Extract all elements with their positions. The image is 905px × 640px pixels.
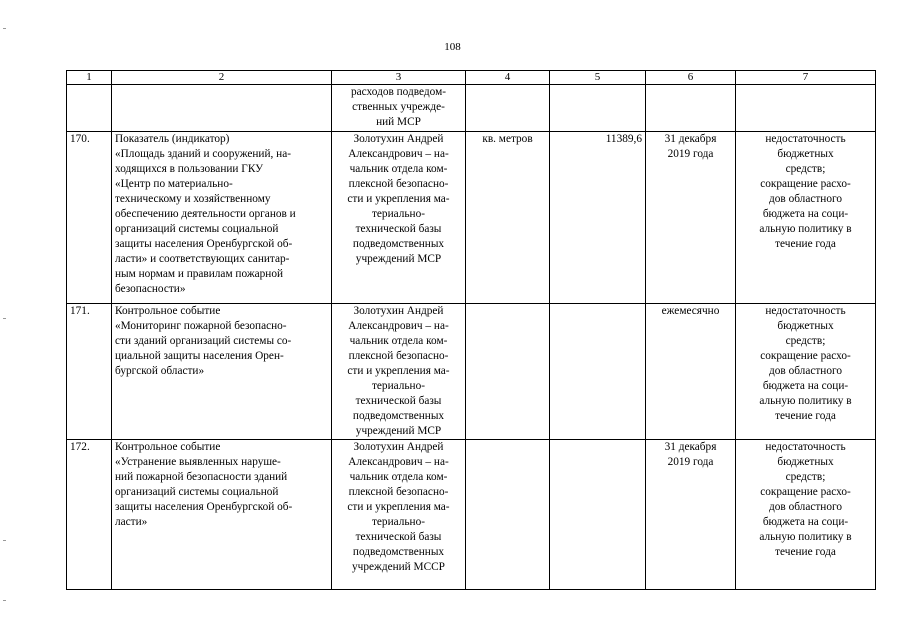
column-number: 2 bbox=[112, 71, 332, 85]
indicator-cell bbox=[112, 132, 332, 304]
cell-text-line: подведомственных bbox=[352, 410, 445, 422]
responsible-cell bbox=[332, 85, 466, 132]
cell-text-line: альную политику в bbox=[759, 223, 852, 235]
cell-text-line: бургской области» bbox=[115, 365, 205, 377]
cell-text-line: недостаточность bbox=[765, 133, 846, 145]
value-cell bbox=[550, 304, 646, 440]
cell-text-line: 2019 года bbox=[667, 148, 714, 160]
risk-cell bbox=[736, 440, 876, 590]
cell-text-line: бюджета на соци- bbox=[762, 516, 849, 528]
cell-text-line: ласти» bbox=[115, 516, 148, 528]
indicator-cell bbox=[112, 304, 332, 440]
column-number: 1 bbox=[67, 71, 112, 85]
cell-text-line: 2019 года bbox=[667, 456, 714, 468]
cell-text-line: Показатель (индикатор) bbox=[115, 133, 230, 145]
deadline-cell bbox=[646, 304, 736, 440]
cell-text-line: учреждений МСР bbox=[355, 253, 442, 265]
margin-mark bbox=[3, 318, 6, 319]
cell-text-line: расходов подведом- bbox=[351, 86, 446, 98]
margin-mark bbox=[3, 28, 6, 29]
cell-text-line: дов областного bbox=[769, 193, 842, 205]
cell-text-line: ласти» и соответствующих санитар- bbox=[115, 253, 290, 265]
cell-text-line: технической базы bbox=[355, 395, 442, 407]
cell-text-line: недостаточность bbox=[765, 305, 846, 317]
table-row bbox=[67, 304, 876, 440]
cell-text-line: организаций системы социальной bbox=[115, 223, 279, 235]
value-cell: 11389,6 bbox=[550, 132, 646, 304]
cell-text-line: сти зданий организаций системы со- bbox=[115, 335, 292, 347]
deadline-cell bbox=[646, 440, 736, 590]
margin-mark bbox=[3, 540, 6, 541]
column-number: 6 bbox=[646, 71, 736, 85]
cell-text-line: технической базы bbox=[355, 531, 442, 543]
unit-cell: кв. метров bbox=[466, 132, 550, 304]
cell-text-line: плексной безопасно- bbox=[348, 350, 449, 362]
cell-text-line: течение года bbox=[775, 410, 836, 422]
cell-text-line: ний МСР bbox=[376, 116, 421, 128]
value-cell bbox=[550, 440, 646, 590]
cell-text-line: недостаточность bbox=[765, 441, 846, 453]
cell-text-line: средств; bbox=[785, 335, 826, 347]
continuation-row bbox=[67, 85, 876, 132]
cell-text-line: защиты населения Оренбургской об- bbox=[115, 238, 293, 250]
cell-text-line: бюджетных bbox=[777, 456, 834, 468]
cell-text-line: подведомственных bbox=[352, 238, 445, 250]
risk-cell bbox=[736, 132, 876, 304]
cell-text-line: «Центр по материально- bbox=[115, 178, 233, 190]
responsible-cell bbox=[332, 132, 466, 304]
indicator-cell bbox=[112, 440, 332, 590]
deadline-cell bbox=[646, 132, 736, 304]
cell-text-line: бюджета на соци- bbox=[762, 380, 849, 392]
cell-text-line: бюджетных bbox=[777, 148, 834, 160]
table-row bbox=[67, 132, 876, 304]
measures-table bbox=[66, 70, 876, 590]
column-number-row bbox=[67, 71, 876, 85]
cell-text-line: «Мониторинг пожарной безопасно- bbox=[115, 320, 287, 332]
row-number-cell: 170. bbox=[67, 132, 112, 304]
value-cell bbox=[550, 85, 646, 132]
cell-text-line: дов областного bbox=[769, 501, 842, 513]
cell-text-line: бюджетных bbox=[777, 320, 834, 332]
cell-text-line: безопасности» bbox=[115, 283, 186, 295]
cell-text-line: ным нормам и правилам пожарной bbox=[115, 268, 284, 280]
cell-text-line: обеспечению деятельности органов и bbox=[115, 208, 296, 220]
cell-text-line: течение года bbox=[775, 546, 836, 558]
row-number-cell bbox=[67, 85, 112, 132]
cell-text-line: циальной защиты населения Орен- bbox=[115, 350, 284, 362]
cell-text-line: ежемесячно bbox=[661, 305, 720, 317]
unit-cell bbox=[466, 304, 550, 440]
cell-text-line: Александрович – на- bbox=[348, 148, 449, 160]
cell-text-line: бюджета на соци- bbox=[762, 208, 849, 220]
cell-text-line: 31 декабря bbox=[664, 441, 717, 453]
cell-text-line: чальник отдела ком- bbox=[349, 335, 448, 347]
cell-text-line: организаций системы социальной bbox=[115, 486, 279, 498]
cell-text-line: Золотухин Андрей bbox=[353, 441, 444, 453]
cell-text-line: сти и укрепления ма- bbox=[347, 365, 450, 377]
risk-cell bbox=[736, 85, 876, 132]
cell-text-line: сокращение расхо- bbox=[760, 178, 851, 190]
responsible-cell bbox=[332, 304, 466, 440]
indicator-cell bbox=[112, 85, 332, 132]
cell-text-line: Контрольное событие bbox=[115, 441, 221, 453]
row-number-cell: 171. bbox=[67, 304, 112, 440]
responsible-cell bbox=[332, 440, 466, 590]
cell-text-line: сти и укрепления ма- bbox=[347, 193, 450, 205]
cell-text-line: Золотухин Андрей bbox=[353, 133, 444, 145]
column-number: 7 bbox=[736, 71, 876, 85]
risk-cell bbox=[736, 304, 876, 440]
cell-text-line: альную политику в bbox=[759, 531, 852, 543]
margin-mark bbox=[3, 600, 6, 601]
cell-text-line: «Площадь зданий и сооружений, на- bbox=[115, 148, 291, 160]
cell-text-line: альную политику в bbox=[759, 395, 852, 407]
cell-text-line: чальник отдела ком- bbox=[349, 163, 448, 175]
cell-text-line: учреждений МСР bbox=[355, 425, 442, 437]
cell-text-line: «Устранение выявленных наруше- bbox=[115, 456, 281, 468]
cell-text-line: сокращение расхо- bbox=[760, 350, 851, 362]
cell-text-line: средств; bbox=[785, 163, 826, 175]
page-number: 108 bbox=[444, 41, 461, 53]
cell-text-line: подведомственных bbox=[352, 546, 445, 558]
cell-text-line: Контрольное событие bbox=[115, 305, 221, 317]
cell-text-line: учреждений МССР bbox=[352, 561, 445, 573]
cell-text-line: териально- bbox=[371, 516, 425, 528]
deadline-cell bbox=[646, 85, 736, 132]
cell-text-line: териально- bbox=[371, 380, 425, 392]
cell-text-line: ний пожарной безопасности зданий bbox=[115, 471, 288, 483]
table-row bbox=[67, 440, 876, 590]
cell-text-line: Александрович – на- bbox=[348, 320, 449, 332]
cell-text-line: плексной безопасно- bbox=[348, 178, 449, 190]
row-number-cell: 172. bbox=[67, 440, 112, 590]
cell-text-line: дов областного bbox=[769, 365, 842, 377]
cell-text-line: течение года bbox=[775, 238, 836, 250]
cell-text-line: ственных учрежде- bbox=[352, 101, 445, 113]
cell-text-line: техническому и хозяйственному bbox=[115, 193, 271, 205]
cell-text-line: технической базы bbox=[355, 223, 442, 235]
cell-text-line: сокращение расхо- bbox=[760, 486, 851, 498]
cell-text-line: Золотухин Андрей bbox=[353, 305, 444, 317]
cell-text-line: средств; bbox=[785, 471, 826, 483]
column-number: 4 bbox=[466, 71, 550, 85]
column-number: 5 bbox=[550, 71, 646, 85]
cell-text-line: 31 декабря bbox=[664, 133, 717, 145]
cell-text-line: плексной безопасно- bbox=[348, 486, 449, 498]
cell-text-line: териально- bbox=[371, 208, 425, 220]
cell-text-line: чальник отдела ком- bbox=[349, 471, 448, 483]
cell-text-line: Александрович – на- bbox=[348, 456, 449, 468]
cell-text-line: ходящихся в пользовании ГКУ bbox=[115, 163, 264, 175]
cell-text-line: сти и укрепления ма- bbox=[347, 501, 450, 513]
unit-cell bbox=[466, 440, 550, 590]
unit-cell bbox=[466, 85, 550, 132]
cell-text-line: защиты населения Оренбургской об- bbox=[115, 501, 293, 513]
column-number: 3 bbox=[332, 71, 466, 85]
